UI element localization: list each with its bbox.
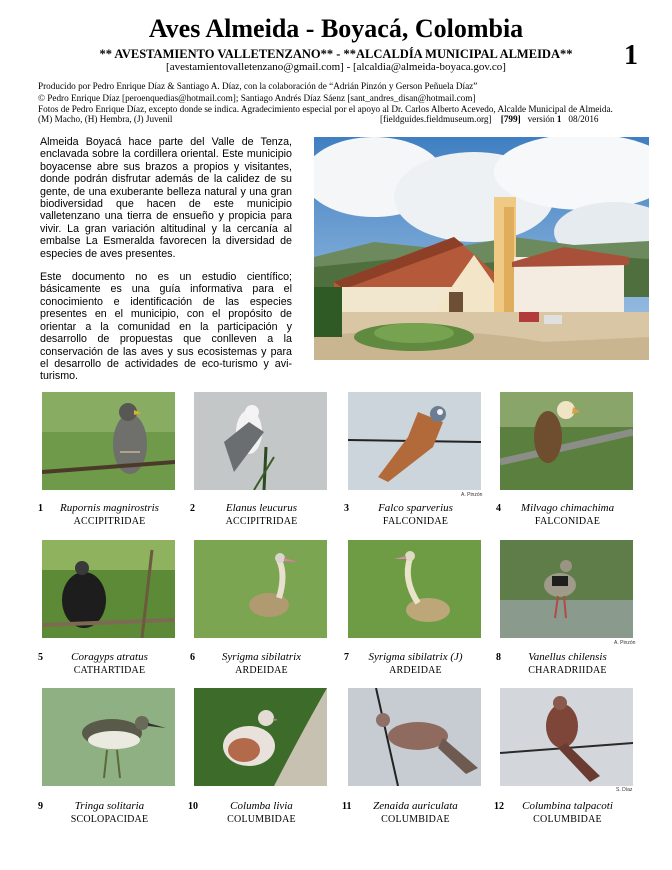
contact-emails: [avestamientovalletenzano@gmail.com] - [alcaldia@almeida-boyaca.gov.co]	[166, 61, 506, 73]
species-name-12: Columbina talpacoti	[522, 800, 613, 812]
species-number-12: 12	[494, 801, 504, 812]
photo-credit-12: S. Díaz	[616, 787, 633, 793]
species-family-4: FALCONIDAE	[534, 516, 601, 527]
species-family-6: ARDEIDAE	[235, 665, 288, 676]
species-number-5: 5	[38, 652, 43, 663]
species-photo-9	[42, 688, 175, 786]
species-number-4: 4	[496, 503, 501, 514]
species-name-4: Milvago chimachima	[520, 502, 615, 514]
photo-credit-3: A. Pinzón	[461, 492, 483, 498]
species-photo-1	[42, 392, 175, 490]
species-family-9: SCOLOPACIDAE	[70, 814, 149, 825]
species-number-8: 8	[496, 652, 501, 663]
species-number-11: 11	[342, 801, 352, 812]
age-sex-legend: (M) Macho, (H) Hembra, (J) Juvenil	[38, 114, 173, 124]
page-title: Aves Almeida - Boyacá, Colombia	[148, 14, 524, 43]
species-family-5: CATHARTIDAE	[73, 665, 146, 676]
species-photo-12	[500, 688, 633, 786]
species-name-8: Vanellus chilensis	[528, 651, 607, 663]
species-number-2: 2	[190, 503, 195, 514]
species-photo-8	[500, 540, 633, 638]
species-name-9: Tringa solitaria	[74, 800, 145, 812]
guide-number: [799]	[500, 114, 521, 124]
species-photo-3	[348, 392, 481, 490]
species-photo-2	[194, 392, 327, 490]
intro-paragraph-1: Almeida Boyacá hace parte del Valle de Tenza, enclavada sobre la cordillera oriental. Este municipio boyacense abre sus brazos a propios y visitantes, donde podrán disfrutar además de la calidez de su gente, de una exuberante belleza natural y una gran biodiversidad que hacen de este municipio valletenzano una tierra de ensueño y propicia para vivir. La gran variación altitudinal y la cercanía al embalse La Esmeralda favorecen la diversidad de especies de aves presentes.	[40, 136, 292, 260]
species-name-1: Rupornis magnirostris	[60, 502, 159, 514]
credits-line-producers: Producido por Pedro Enrique Díaz & Santiago A. Díaz, con la colaboración de “Adrián Pinzón y Gerson Peñuela Díaz”	[38, 81, 478, 91]
version-label: versión	[527, 114, 555, 124]
species-photo-7	[348, 540, 481, 638]
edition-date: 08/2016	[568, 114, 599, 124]
species-photo-10	[194, 688, 327, 786]
species-number-1: 1	[38, 503, 43, 514]
species-name-7: Syrigma sibilatrix (J)	[368, 651, 463, 663]
page-subtitle: ** AVESTAMIENTO VALLETENZANO** - **ALCALDÍA MUNICIPAL ALMEIDA**	[99, 47, 573, 61]
species-photo-11	[348, 688, 481, 786]
species-number-10: 10	[188, 801, 198, 812]
guide-meta	[380, 114, 599, 124]
intro-text	[40, 136, 292, 394]
version-number: 1	[556, 114, 562, 124]
species-number-6: 6	[190, 652, 195, 663]
species-family-12: COLUMBIDAE	[533, 814, 602, 825]
species-family-10: COLUMBIDAE	[227, 814, 296, 825]
page-number: 1	[624, 40, 638, 71]
species-photo-6	[194, 540, 327, 638]
species-photo-5	[42, 540, 175, 638]
species-photo-4	[500, 392, 633, 490]
species-number-3: 3	[344, 503, 349, 514]
species-family-3: FALCONIDAE	[382, 516, 449, 527]
photo-credit-8: A. Pinzón	[614, 640, 636, 646]
species-family-2: ACCIPITRIDAE	[225, 516, 298, 527]
credits-line-photos: Fotos de Pedro Enrique Díaz, excepto donde se indica. Agradecimiento especial por el apoyo al Dr. Carlos Alberto Acevedo, Alcalde Municipal de Almeida.	[38, 104, 613, 115]
species-name-6: Syrigma sibilatrix	[221, 651, 302, 663]
species-number-7: 7	[344, 652, 349, 663]
intro-paragraph-2: Este documento no es un estudio científico; básicamente es una guía informativa para el conocimiento e identificación de las especies presentes en el municipio, con el propósito de orientar a la comunidad en la participación y desarrollo de propuestas que conlleven a la conservación de las aves y sus ecosistemas y para el desarrollo de actividades de eco-turismo y avi-turismo.	[40, 271, 292, 383]
species-family-1: ACCIPITRIDAE	[73, 516, 146, 527]
species-family-7: ARDEIDAE	[389, 665, 442, 676]
species-name-2: Elanus leucurus	[225, 502, 298, 514]
site-link[interactable]: [fieldguides.fieldmuseum.org]	[380, 114, 492, 124]
species-name-11: Zenaida auriculata	[373, 800, 458, 812]
species-name-10: Columba livia	[230, 800, 293, 812]
credits-line-copyright: © Pedro Enrique Díaz [peroenquedias@hotmail.com]; Santiago Andrés Díaz Sáenz [sant_andres_disan@hotmail.com]	[38, 92, 476, 103]
species-family-8: CHARADRIIDAE	[528, 665, 607, 676]
species-name-5: Coragyps atratus	[71, 651, 148, 663]
church-plaza-photo	[314, 137, 649, 360]
credits-block	[38, 81, 638, 116]
species-number-9: 9	[38, 801, 43, 812]
species-name-3: Falco sparverius	[378, 502, 453, 514]
species-family-11: COLUMBIDAE	[381, 814, 450, 825]
